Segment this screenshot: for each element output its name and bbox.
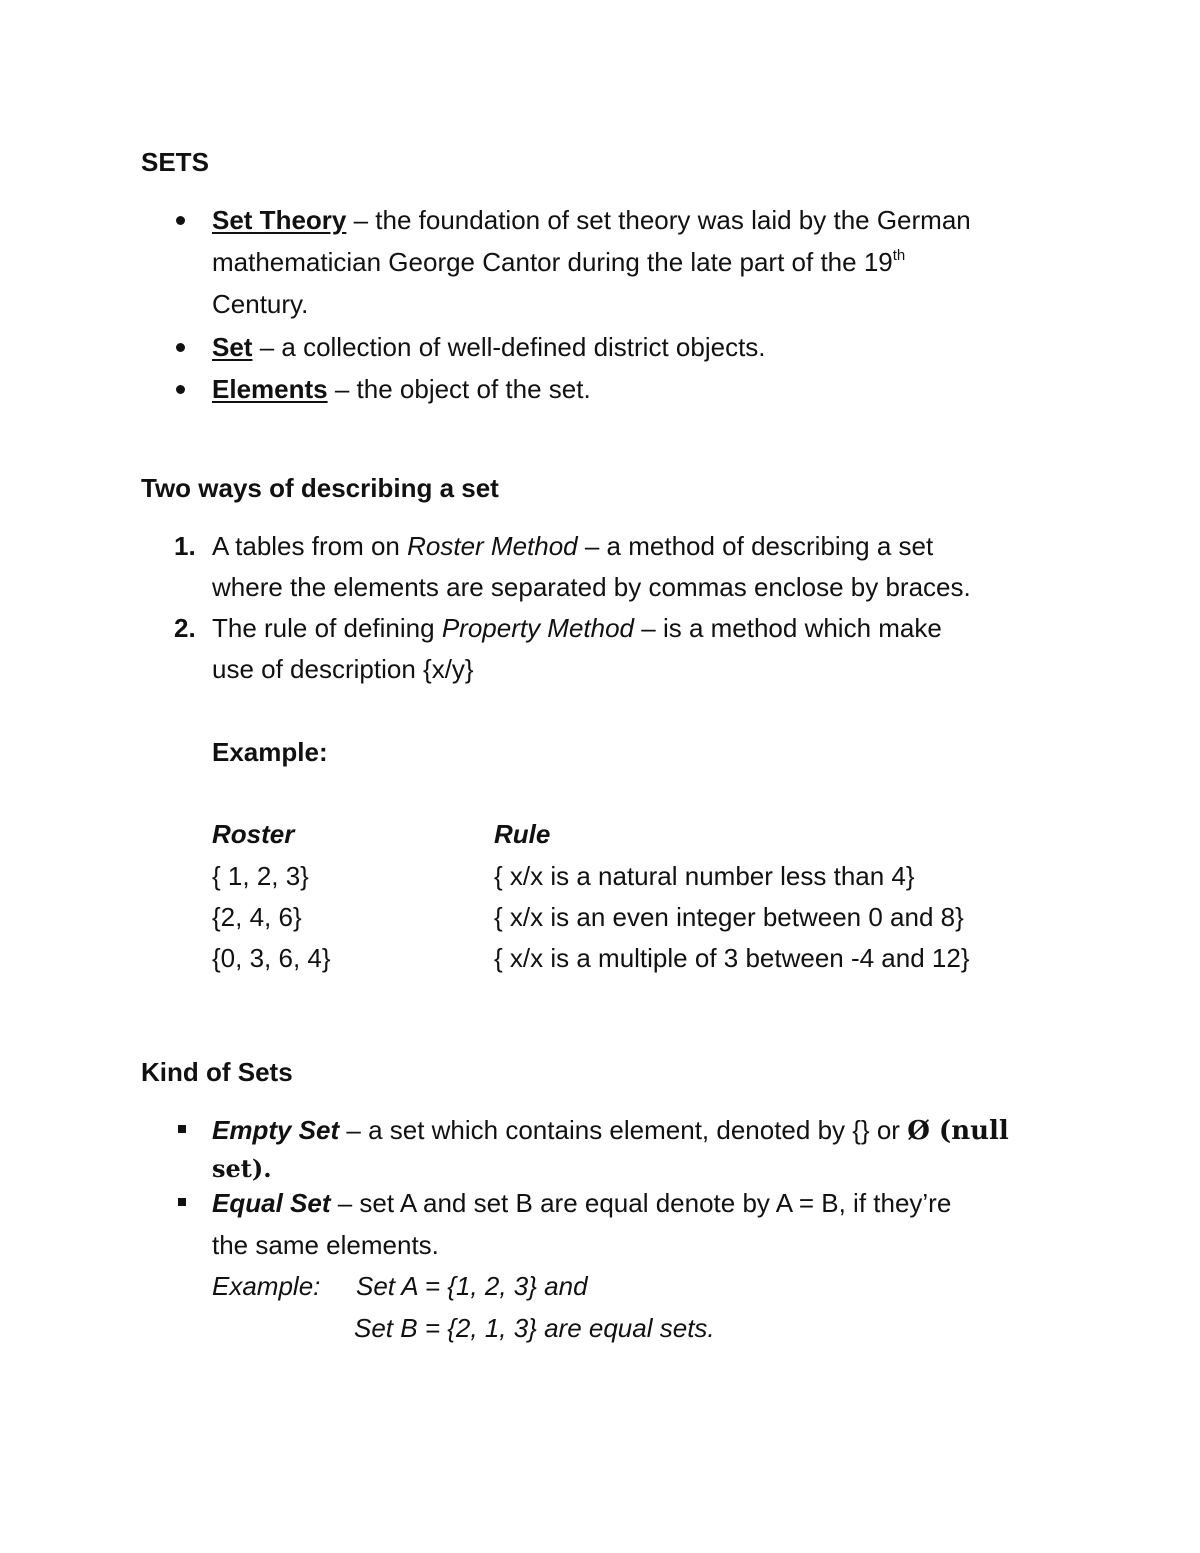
example-label: Example: [212, 737, 328, 767]
bullet-icon [176, 385, 185, 394]
list-item-roster [212, 530, 933, 562]
dash: – [327, 374, 357, 404]
kind-empty-set-line2: set). [212, 1154, 272, 1183]
table-cell-rule: { x/x is an even integer between 0 and 8} [494, 902, 964, 932]
table-cell-rule: { x/x is a natural number less than 4} [494, 861, 915, 891]
list-number: 1. [174, 531, 196, 561]
definition-text: a collection of well-defined district objects. [281, 332, 766, 362]
equal-set-example-line2: Set B = {2, 1, 3} are equal sets. [354, 1313, 715, 1343]
table-cell-rule: { x/x is a multiple of 3 between -4 and 12} [494, 943, 970, 973]
definition-set-theory [212, 204, 971, 236]
kind-empty-set [212, 1114, 1009, 1147]
bullet-icon [176, 343, 185, 352]
table-cell-roster: { 1, 2, 3} [212, 861, 309, 891]
square-bullet-icon [178, 1125, 186, 1133]
list-item-property-line2: use of description {x/y} [212, 654, 474, 684]
superscript: th [892, 247, 906, 264]
term-elements: Elements [212, 374, 328, 404]
document-title: SETS [141, 147, 209, 177]
list-text: The rule of defining [212, 613, 442, 643]
definition-set [212, 331, 766, 363]
definition-set-theory-line3: Century. [212, 289, 309, 319]
list-number: 2. [174, 613, 196, 643]
term-set-theory: Set Theory [212, 205, 347, 235]
definition-elements [212, 373, 591, 405]
list-item-roster-line2: where the elements are separated by commas enclose by braces. [212, 572, 971, 602]
definition-text: mathematician George Cantor during the late part of the 19 [212, 247, 893, 277]
null-set-symbol: Ø (null [907, 1116, 1009, 1146]
term-set: Set [212, 332, 253, 362]
equal-set-example-label: Example: [212, 1271, 321, 1301]
definition-text: the object of the set. [356, 374, 591, 404]
method-name: Roster Method [407, 531, 578, 561]
list-text: A tables from on [212, 531, 408, 561]
term-equal-set: Equal Set [212, 1188, 331, 1218]
square-bullet-icon [178, 1198, 186, 1206]
section-heading-kinds: Kind of Sets [141, 1057, 293, 1087]
list-text: – is a method which make [634, 613, 942, 643]
kind-text: – set A and set B are equal denote by A = B, if they’re [330, 1188, 952, 1218]
definition-text: the foundation of set theory was laid by the German [375, 205, 971, 235]
method-name: Property Method [441, 613, 635, 643]
term-empty-set: Empty Set [212, 1115, 340, 1145]
equal-set-example-line1: Set A = {1, 2, 3} and [356, 1271, 588, 1301]
table-header-roster: Roster [212, 819, 295, 849]
kind-text: – a set which contains element, denoted by {} or [339, 1115, 908, 1145]
dash: – [346, 205, 376, 235]
table-cell-roster: {0, 3, 6, 4} [212, 943, 331, 973]
kind-equal-set-line2: the same elements. [212, 1230, 439, 1260]
list-item-property [212, 612, 942, 644]
table-header-rule: Rule [494, 819, 551, 849]
list-text: – a method of describing a set [577, 531, 934, 561]
kind-equal-set [212, 1187, 951, 1219]
bullet-icon [176, 216, 185, 225]
dash: – [252, 332, 282, 362]
section-heading-ways: Two ways of describing a set [141, 473, 499, 503]
table-cell-roster: {2, 4, 6} [212, 902, 302, 932]
definition-set-theory-line2 [212, 246, 905, 278]
